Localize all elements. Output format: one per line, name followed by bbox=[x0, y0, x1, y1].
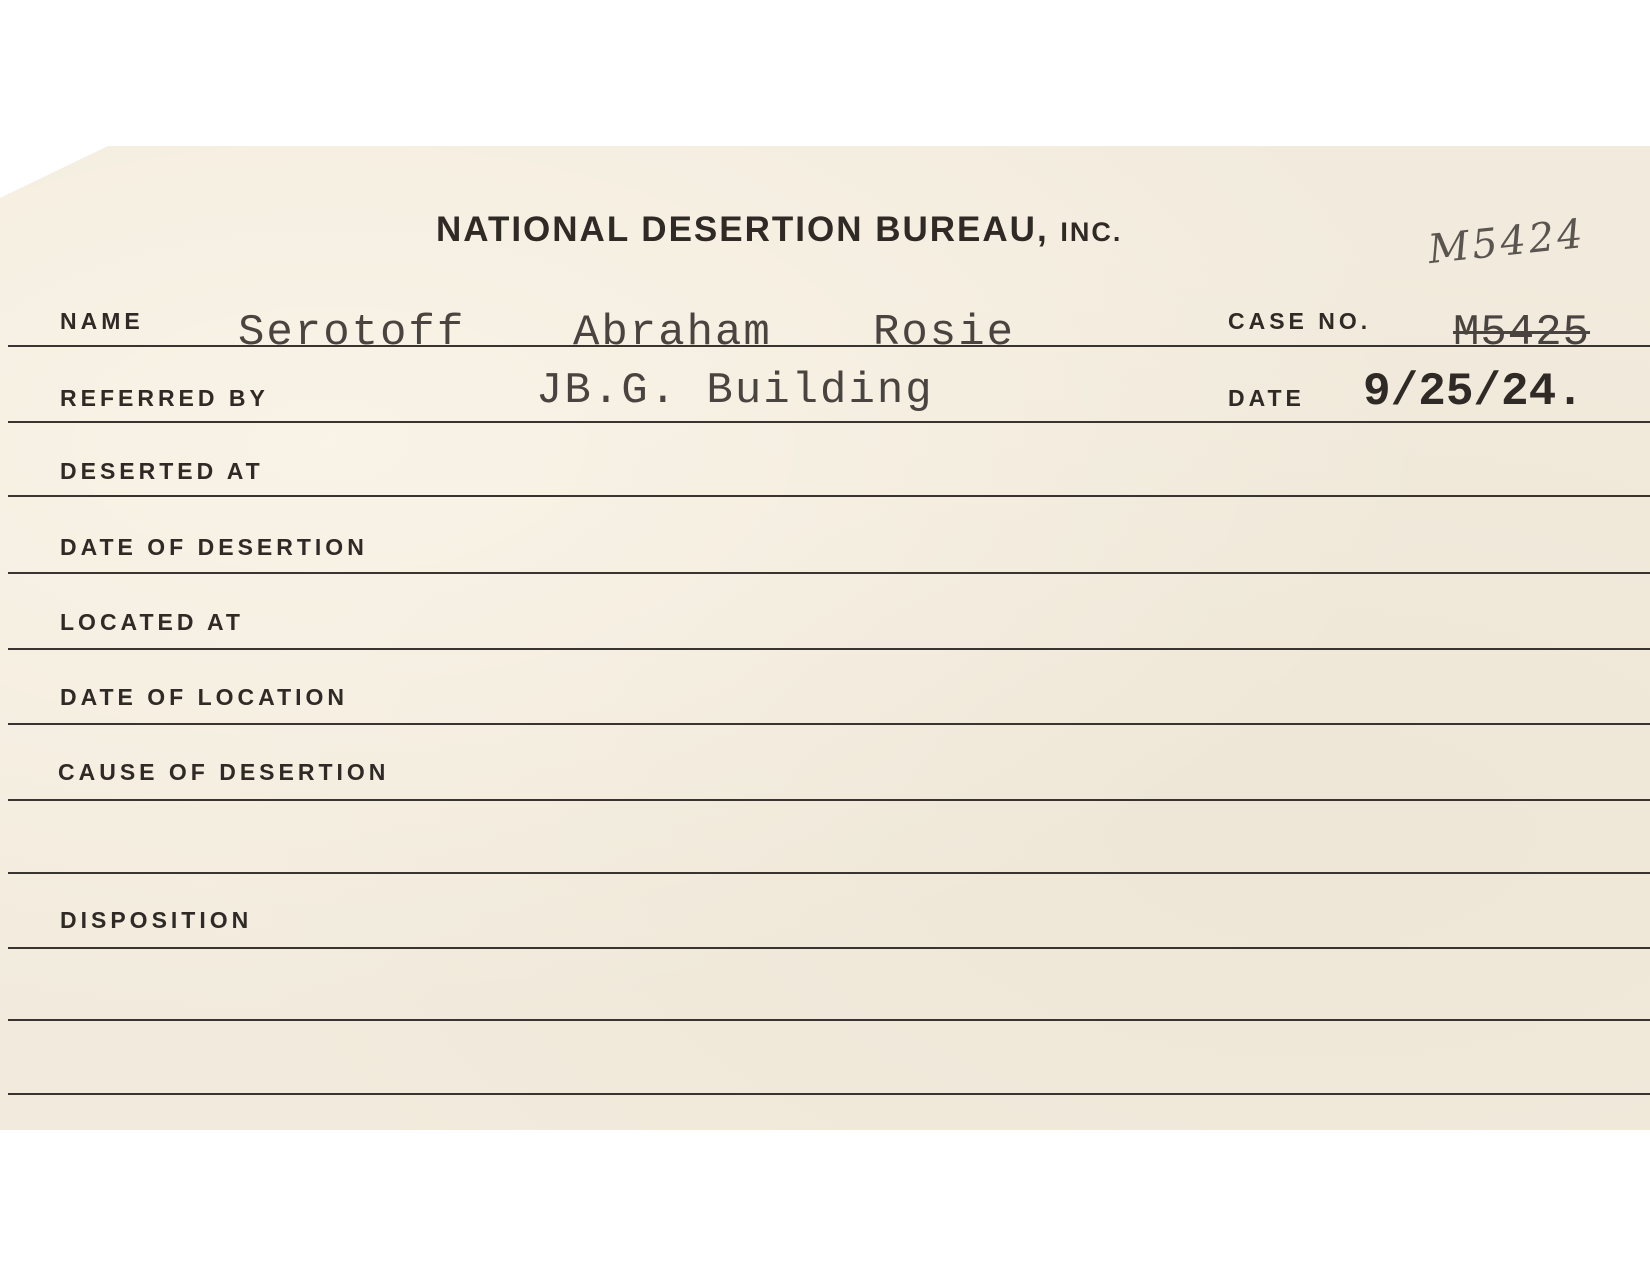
heading-title: NATIONAL DESERTION BUREAU, bbox=[436, 210, 1049, 249]
date-value: 9/25/24. bbox=[1363, 366, 1584, 418]
case-no-label: CASE NO. bbox=[1228, 308, 1372, 334]
disposition-rule bbox=[8, 947, 1650, 949]
name-second: Rosie bbox=[873, 308, 1016, 358]
located-at-label: LOCATED AT bbox=[60, 609, 244, 635]
name-surname: Serotoff bbox=[238, 308, 466, 358]
cause-of-desertion-label: CAUSE OF DESERTION bbox=[58, 759, 390, 785]
referred-by-rule bbox=[8, 421, 1650, 423]
referred-by-value: JB.G. Building bbox=[536, 366, 934, 416]
case-no-value: M5425 bbox=[1453, 308, 1591, 358]
located-at-rule bbox=[8, 648, 1650, 650]
referred-by-label: REFERRED BY bbox=[60, 385, 269, 411]
name-first: Abraham bbox=[573, 308, 772, 358]
date-of-desertion-label: DATE OF DESERTION bbox=[60, 534, 368, 560]
handwritten-case-note: M5424 bbox=[1426, 210, 1588, 274]
name-rule bbox=[8, 345, 1650, 347]
disposition-rule-2 bbox=[8, 1019, 1650, 1021]
date-of-desertion-rule bbox=[8, 572, 1650, 574]
disposition-label: DISPOSITION bbox=[60, 907, 253, 933]
cause-of-desertion-rule-2 bbox=[8, 872, 1650, 874]
index-card bbox=[0, 146, 1650, 1130]
card-heading bbox=[436, 210, 1122, 250]
deserted-at-label: DESERTED AT bbox=[60, 458, 264, 484]
heading-suffix: INC. bbox=[1060, 217, 1123, 247]
date-of-location-label: DATE OF LOCATION bbox=[60, 684, 349, 710]
cause-of-desertion-rule bbox=[8, 799, 1650, 801]
date-of-location-rule bbox=[8, 723, 1650, 725]
deserted-at-rule bbox=[8, 495, 1650, 497]
date-label: DATE bbox=[1228, 385, 1305, 411]
name-label: NAME bbox=[60, 308, 144, 334]
disposition-rule-3 bbox=[8, 1093, 1650, 1095]
